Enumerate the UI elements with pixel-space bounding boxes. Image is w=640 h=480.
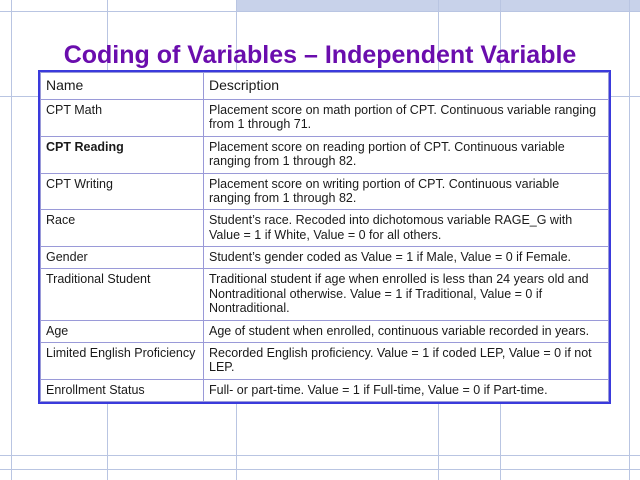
slide-guide-line-horizontal bbox=[0, 455, 640, 456]
cell-variable-name: Age bbox=[41, 320, 204, 342]
table-row bbox=[41, 136, 609, 173]
cell-variable-name: Gender bbox=[41, 247, 204, 269]
cell-variable-name: Limited English Proficiency bbox=[41, 342, 204, 379]
column-header-description: Description bbox=[204, 73, 609, 100]
table-row bbox=[41, 342, 609, 379]
cell-variable-name: Race bbox=[41, 210, 204, 247]
cell-variable-description: Full- or part-time. Value = 1 if Full-time, Value = 0 if Part-time. bbox=[204, 379, 609, 401]
table-header-row bbox=[41, 73, 609, 100]
column-header-name: Name bbox=[41, 73, 204, 100]
slide-guide-line-vertical bbox=[629, 0, 630, 480]
table-row bbox=[41, 210, 609, 247]
cell-variable-name: CPT Math bbox=[41, 100, 204, 137]
cell-variable-description: Placement score on writing portion of CPT. Continuous variable ranging from 1 through 82. bbox=[204, 173, 609, 210]
table-row bbox=[41, 173, 609, 210]
table-row bbox=[41, 247, 609, 269]
table-row bbox=[41, 320, 609, 342]
table-body bbox=[41, 73, 609, 402]
slide-guide-line-horizontal bbox=[0, 11, 640, 12]
slide-guide-line-vertical bbox=[11, 0, 12, 480]
variables-table bbox=[38, 70, 611, 404]
cell-variable-description: Student’s race. Recoded into dichotomous variable RAGE_G with Value = 1 if White, Value = 0 for all others. bbox=[204, 210, 609, 247]
cell-variable-name: Enrollment Status bbox=[41, 379, 204, 401]
slide-guide-line-horizontal bbox=[0, 469, 640, 470]
table-row bbox=[41, 269, 609, 320]
cell-variable-description: Age of student when enrolled, continuous variable recorded in years. bbox=[204, 320, 609, 342]
cell-variable-name: CPT Writing bbox=[41, 173, 204, 210]
cell-variable-description: Placement score on reading portion of CPT. Continuous variable ranging from 1 through 82. bbox=[204, 136, 609, 173]
table-row bbox=[41, 379, 609, 401]
cell-variable-description: Student’s gender coded as Value = 1 if Male, Value = 0 if Female. bbox=[204, 247, 609, 269]
page-title: Coding of Variables – Independent Variable bbox=[63, 40, 577, 69]
cell-variable-description: Traditional student if age when enrolled is less than 24 years old and Nontraditional otherwise. Value = 1 if Traditional, Value = 0 if Nontraditional. bbox=[204, 269, 609, 320]
cell-variable-description: Recorded English proficiency. Value = 1 if coded LEP, Value = 0 if not LEP. bbox=[204, 342, 609, 379]
cell-variable-description: Placement score on math portion of CPT. Continuous variable ranging from 1 through 71. bbox=[204, 100, 609, 137]
cell-variable-name: CPT Reading bbox=[41, 136, 204, 173]
table-row bbox=[41, 100, 609, 137]
cell-variable-name: Traditional Student bbox=[41, 269, 204, 320]
